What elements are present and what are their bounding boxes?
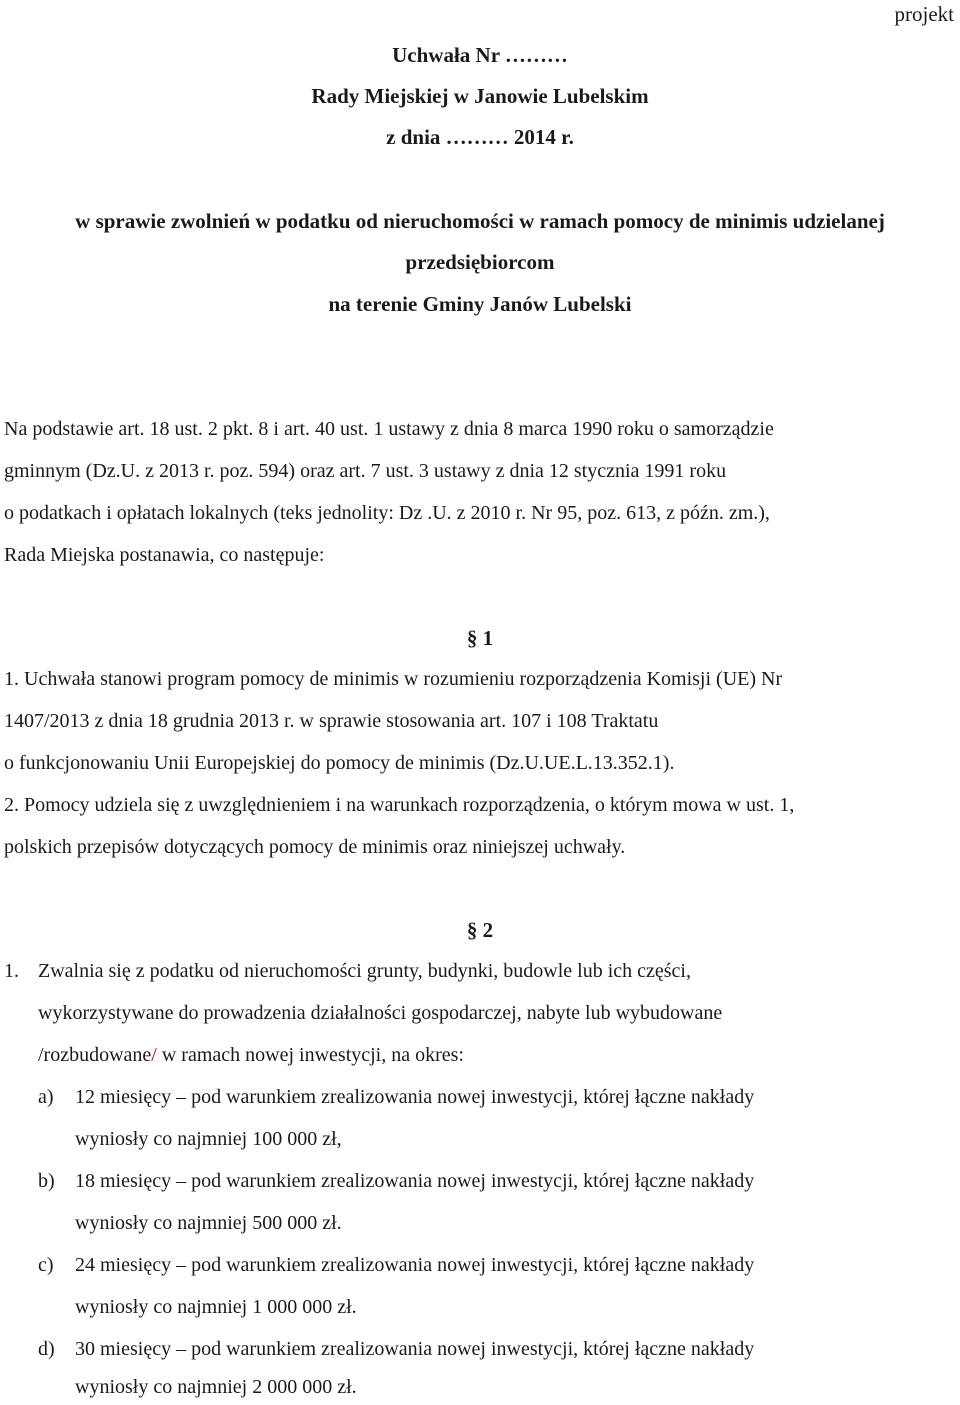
subject-line-1: w sprawie zwolnień w podatku od nieruchomości w ramach pomocy de minimis udzielanej xyxy=(75,209,885,233)
section-1-p1-line-1: 1. Uchwała stanowi program pomocy de minimis w rozumieniu rozporządzenia Komisji (UE) Nr xyxy=(4,668,783,690)
item-b-line-1: 18 miesięcy – pod warunkiem zrealizowania nowej inwestycji, której łączne nakłady xyxy=(75,1170,755,1192)
section-2-p1-line-1: Zwalnia się z podatku od nieruchomości grunty, budynki, budowle lub ich części, xyxy=(38,960,691,982)
item-a-letter: a) xyxy=(38,1086,54,1108)
preamble-line-4: Rada Miejska postanawia, co następuje: xyxy=(4,544,325,566)
item-a-line-1: 12 miesięcy – pod warunkiem zrealizowania nowej inwestycji, której łączne nakłady xyxy=(75,1086,755,1108)
section-1-p2-line-1: 2. Pomocy udziela się z uwzględnieniem i na warunkach rozporządzenia, o którym mowa w ust. 1, xyxy=(4,794,795,816)
section-1-heading: § 1 xyxy=(466,626,494,650)
item-d-line-1: 30 miesięcy – pod warunkiem zrealizowania nowej inwestycji, której łączne nakłady xyxy=(75,1338,755,1360)
section-1-p2-line-2: polskich przepisów dotyczących pomocy de minimis oraz niniejszej uchwały. xyxy=(4,836,626,858)
item-d-line-2: wyniosły co najmniej 2 000 000 zł. xyxy=(75,1376,357,1398)
item-b-line-2: wyniosły co najmniej 500 000 zł. xyxy=(75,1212,342,1234)
draft-tag: projekt xyxy=(894,2,954,26)
section-2-p1-number: 1. xyxy=(4,960,19,982)
subject-line-2: przedsiębiorcom xyxy=(405,250,555,274)
resolution-date: z dnia ……… 2014 r. xyxy=(386,125,574,149)
rozbudowane-word: /rozbudowane xyxy=(38,1044,152,1066)
preamble-line-3: o podatkach i opłatach lokalnych (teks jednolity: Dz .U. z 2010 r. Nr 95, poz. 613, z późn. zm.), xyxy=(4,502,770,524)
item-c-line-1: 24 miesięcy – pod warunkiem zrealizowania nowej inwestycji, której łączne nakłady xyxy=(75,1254,755,1276)
section-1-p1-line-3: o funkcjonowaniu Unii Europejskiej do pomocy de minimis (Dz.U.UE.L.13.352.1). xyxy=(4,752,675,774)
red-slash: / xyxy=(151,1044,157,1066)
subject-line-3: na terenie Gminy Janów Lubelski xyxy=(328,292,632,316)
preamble-line-1: Na podstawie art. 18 ust. 2 pkt. 8 i art. 40 ust. 1 ustawy z dnia 8 marca 1990 roku o samorządzie xyxy=(4,418,774,440)
section-2-p1-line-2: wykorzystywane do prowadzenia działalności gospodarczej, nabyte lub wybudowane xyxy=(38,1002,723,1024)
preamble-line-2: gminnym (Dz.U. z 2013 r. poz. 594) oraz art. 7 ust. 3 ustawy z dnia 12 stycznia 1991 roku xyxy=(4,460,727,482)
period-phrase: w ramach nowej inwestycji, na okres: xyxy=(156,1044,464,1066)
item-a-line-2: wyniosły co najmniej 100 000 zł, xyxy=(75,1128,342,1150)
section-2-p1-line-3 xyxy=(38,1044,464,1067)
item-c-line-2: wyniosły co najmniej 1 000 000 zł. xyxy=(75,1296,357,1318)
item-c-letter: c) xyxy=(38,1254,54,1276)
resolution-number: Uchwała Nr ……… xyxy=(392,43,568,67)
council-name: Rady Miejskiej w Janowie Lubelskim xyxy=(311,84,649,108)
section-1-p1-line-2: 1407/2013 z dnia 18 grudnia 2013 r. w sprawie stosowania art. 107 i 108 Traktatu xyxy=(4,710,659,732)
item-d-letter: d) xyxy=(38,1338,55,1360)
item-b-letter: b) xyxy=(38,1170,55,1192)
section-2-heading: § 2 xyxy=(466,918,494,942)
